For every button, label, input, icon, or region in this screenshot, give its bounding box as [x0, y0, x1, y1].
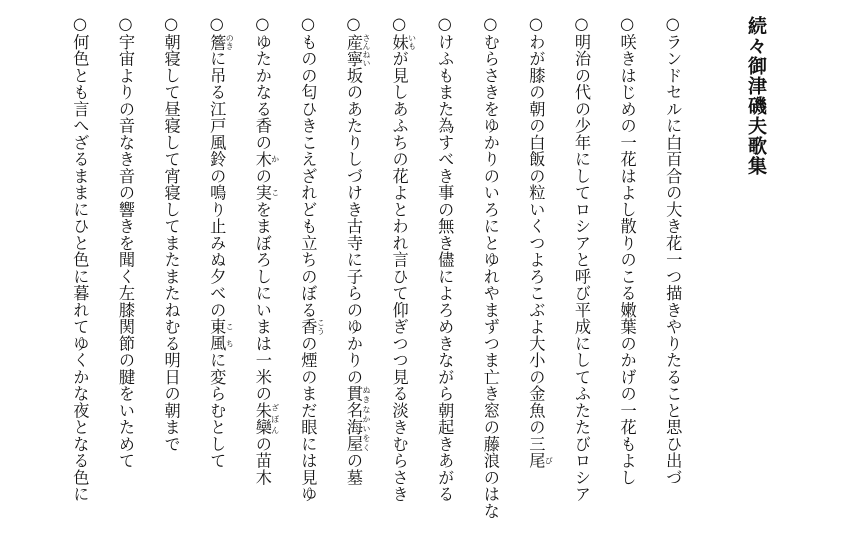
furigana: さんねい [362, 33, 371, 68]
poem-text: 宇宙よりの音なき音の響きを聞く左膝関節の腱をいためて [116, 33, 135, 470]
poem-text: に吊る江戸風鈴の鳴り止みぬ夕べの [207, 50, 227, 319]
ruby-annotated-text [252, 184, 280, 202]
ruby-annotated-text [526, 452, 554, 470]
poem-line [527, 14, 553, 469]
poem-text: ものの匂ひきこえざれども立ちのぼる [298, 33, 318, 319]
poem-text: に変らむとして [207, 351, 227, 470]
circle-bullet-icon: ○ [161, 14, 181, 34]
circle-bullet-icon: ○ [480, 14, 500, 34]
poem-line [345, 14, 371, 486]
ruby-annotated-text [344, 385, 371, 453]
collection-title: 続々御津磯夫歌集 [745, 16, 767, 176]
poem-line [117, 14, 133, 469]
poem-line [161, 14, 181, 453]
circle-bullet-icon: ○ [526, 14, 546, 34]
poem-line [390, 14, 416, 503]
ruby-annotated-text [252, 150, 280, 168]
ruby-base: 尾 [526, 452, 546, 470]
circle-bullet-icon: ○ [572, 14, 591, 34]
poem-text: ゆたかなる香の [252, 33, 272, 151]
circle-bullet-icon: ○ [663, 14, 683, 34]
furigana: ざぼん [270, 402, 280, 436]
furigana: こう [316, 318, 326, 336]
poem-text: けふもまた為すべき事の無き儘によろめきながら朝起きあがる [435, 33, 455, 503]
poem-text: の煙のまだ眼には見ゆ [298, 335, 318, 503]
poem-line [617, 14, 637, 486]
ruby-base: 産寧 [344, 33, 363, 68]
ruby-base: 木 [252, 150, 272, 168]
furigana: のき [225, 33, 235, 51]
furigana: か [270, 150, 280, 168]
poem-text: わが膝の朝の白飯の粒いくつよろこぶよ大小の金魚の三 [526, 33, 546, 453]
poem-line [482, 14, 498, 519]
ruby-annotated-text [298, 318, 326, 336]
ruby-base: 簷 [207, 33, 227, 51]
poem-line [663, 14, 683, 486]
poem-line [573, 14, 589, 503]
poem-line [254, 14, 280, 486]
poem-text: ランドセルに白百合の大き花一つ描きやりたること思ひ出づ [663, 33, 683, 486]
furigana: いも [407, 33, 417, 51]
ruby-base: 朱欒 [252, 402, 272, 436]
poem-text: 明治の代の少年にしてロシアと呼び平成にしてふたたびロシア [572, 33, 591, 503]
poem-text: をまぼろしにいまは一米の [252, 201, 272, 403]
circle-bullet-icon: ○ [116, 14, 135, 34]
ruby-base: 実 [252, 184, 272, 202]
furigana: び [544, 452, 554, 470]
furigana: ぬきなかいをく [362, 385, 371, 453]
circle-bullet-icon: ○ [435, 14, 455, 34]
ruby-base: 妹 [389, 33, 409, 51]
poem-line [70, 14, 90, 503]
circle-bullet-icon: ○ [389, 14, 409, 34]
furigana: こち [225, 318, 235, 352]
poem-text: 坂のあたりしづけき古寺に子らのゆかりの [344, 67, 363, 386]
poem-text: 咲きはじめの一花はよし散りのこる嫩葉のかげの一花もよし [617, 33, 637, 486]
ruby-annotated-text [207, 33, 235, 51]
poem-line [435, 14, 455, 503]
circle-bullet-icon: ○ [252, 14, 272, 34]
poem-text: 何色とも言へざるままにひと色に暮れてゆくかな夜となる色に [70, 33, 90, 503]
ruby-annotated-text [207, 318, 235, 352]
ruby-base: 香 [298, 318, 318, 336]
poem-text: の墓 [344, 452, 363, 486]
poem-text: の苗木 [252, 435, 272, 486]
ruby-annotated-text [389, 33, 417, 51]
poem-text: の [252, 167, 272, 185]
furigana: こ [270, 184, 280, 202]
circle-bullet-icon: ○ [617, 14, 637, 34]
ruby-annotated-text [344, 33, 371, 68]
poem-text: むらさきをゆかりのいろにとゆれやまずつま亡き窓の藤浪のはな [480, 33, 500, 520]
ruby-base: 貫名海屋 [344, 385, 363, 453]
poem-text: が見しあふちの花よとわれ言ひて仰ぎつつ見る淡きむらさき [389, 50, 409, 503]
poem-line [299, 14, 325, 503]
ruby-annotated-text [252, 402, 280, 436]
circle-bullet-icon: ○ [344, 14, 363, 34]
circle-bullet-icon: ○ [70, 14, 90, 34]
poem-line [208, 14, 234, 469]
ruby-base: 東風 [207, 318, 227, 352]
circle-bullet-icon: ○ [207, 14, 227, 34]
poem-text: 朝寝して昼寝して宵寝してまたまたねむる明日の朝まで [161, 33, 181, 453]
circle-bullet-icon: ○ [298, 14, 318, 34]
